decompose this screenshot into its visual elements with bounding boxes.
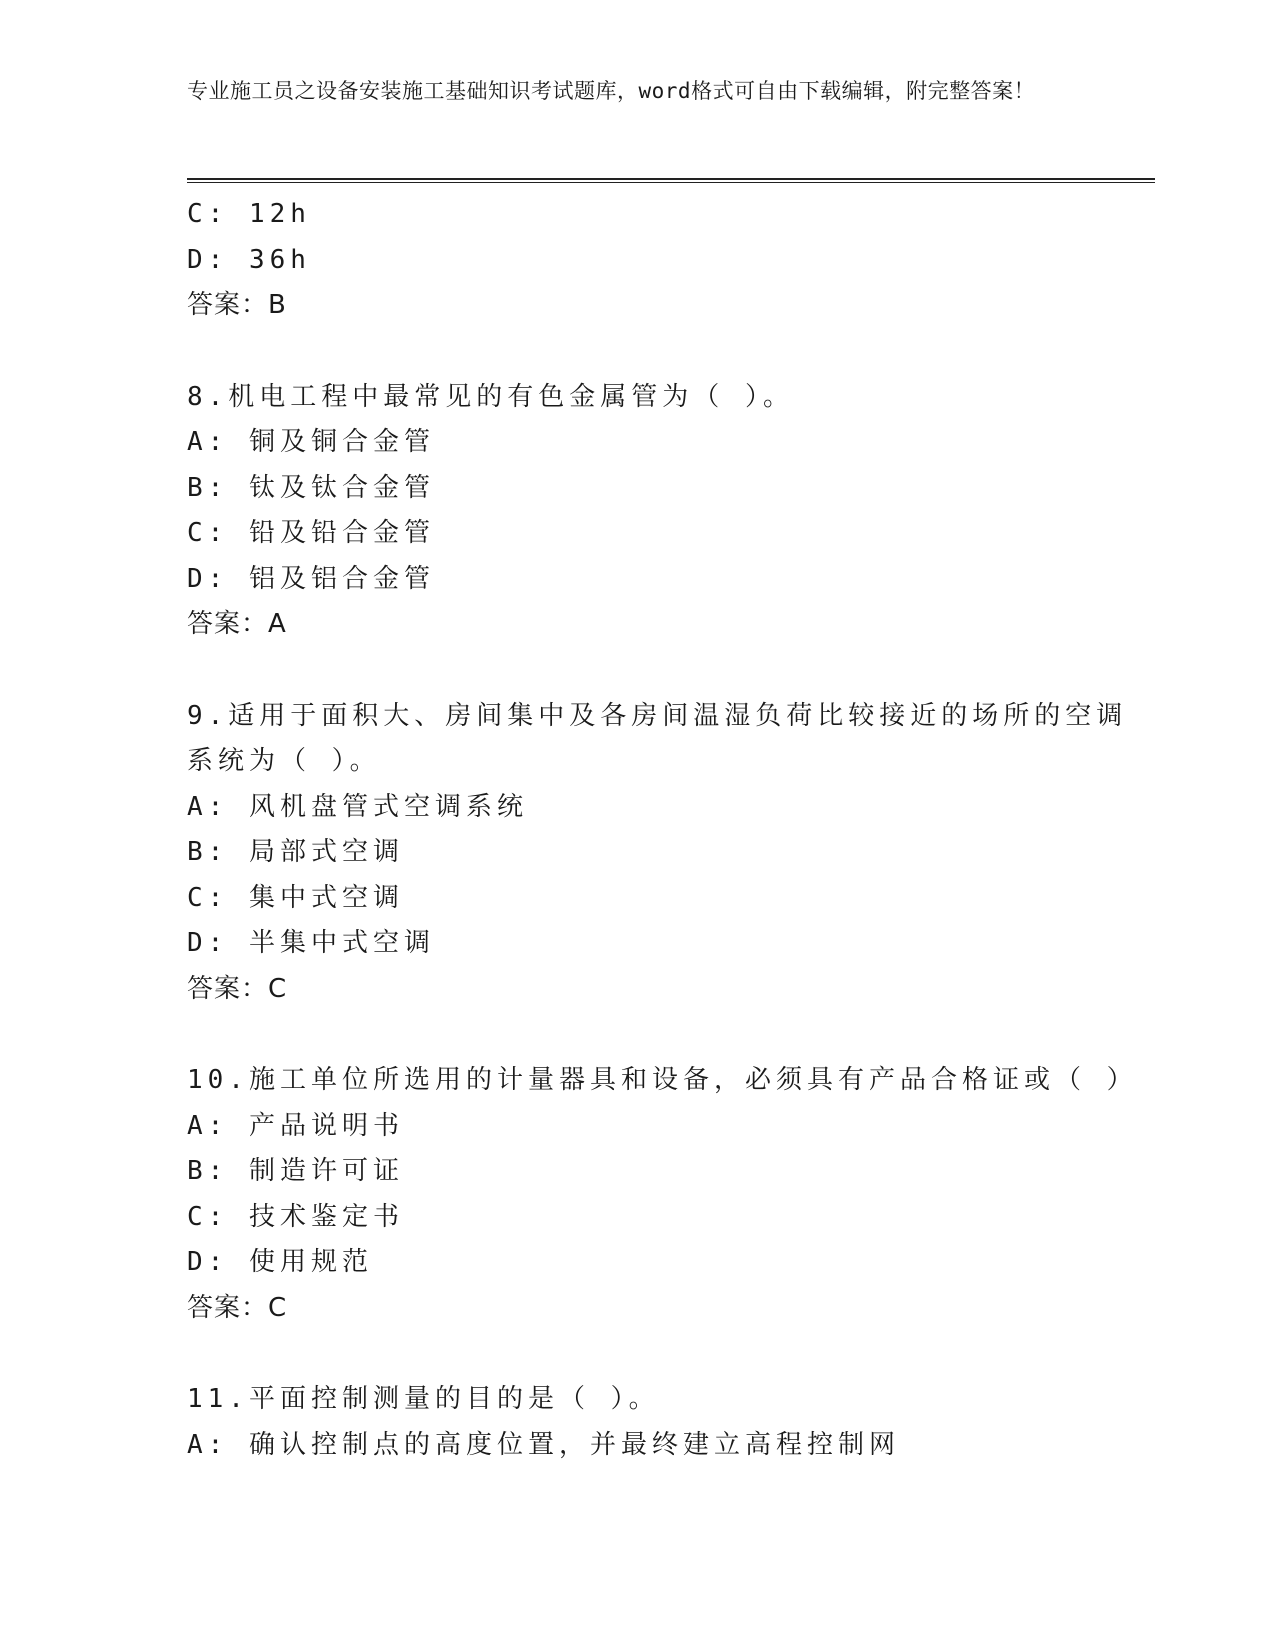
answer-line: 答案：C — [187, 973, 288, 1004]
option-d: D: 使用规范 — [187, 1247, 373, 1277]
option-b: B: 局部式空调 — [187, 837, 404, 867]
question-stem: 10.施工单位所选用的计量器具和设备，必须具有产品合格证或（ ） — [187, 1065, 1138, 1095]
option-c: C: 12h — [187, 199, 311, 229]
question-block — [187, 694, 1128, 1013]
question-block-continued — [187, 192, 1067, 329]
question-block — [187, 375, 1067, 648]
option-b: B: 制造许可证 — [187, 1156, 404, 1186]
option-a: A: 产品说明书 — [187, 1110, 404, 1141]
question-stem: 8.机电工程中最常见的有色金属管为（ ）。 — [187, 381, 794, 412]
option-a: A: 确认控制点的高度位置，并最终建立高程控制网 — [187, 1429, 900, 1460]
spacer — [187, 329, 1067, 375]
option-d: D: 半集中式空调 — [187, 928, 435, 958]
question-block — [187, 1058, 1138, 1331]
question-block — [187, 1377, 1067, 1468]
spacer — [187, 1331, 1067, 1377]
option-d: D: 铝及铝合金管 — [187, 563, 435, 594]
option-d: D: 36h — [187, 244, 311, 275]
question-stem-line-1: 9.适用于面积大、房间集中及各房间温湿负荷比较接近的场所的空调 — [187, 700, 1128, 731]
option-b: B: 钛及钛合金管 — [187, 472, 435, 503]
option-a: A: 铜及铜合金管 — [187, 427, 435, 457]
document-header — [187, 76, 1067, 107]
answer-line: 答案：C — [187, 1292, 288, 1323]
option-c: C: 技术鉴定书 — [187, 1201, 404, 1232]
question-stem: 11.平面控制测量的目的是（ ）。 — [187, 1384, 660, 1414]
question-list — [187, 192, 1138, 1468]
option-c: C: 集中式空调 — [187, 882, 404, 913]
header-rule-thick — [187, 178, 1155, 180]
option-a: A: 风机盘管式空调系统 — [187, 791, 528, 822]
answer-line: 答案：B — [187, 290, 287, 320]
spacer — [187, 648, 1067, 694]
spacer — [187, 1012, 1067, 1058]
question-stem-line-2: 系统为（ ）。 — [187, 746, 381, 776]
header-rule-thin — [187, 182, 1155, 183]
option-c: C: 铅及铅合金管 — [187, 518, 435, 548]
header-text: 专业施工员之设备安装施工基础知识考试题库，word格式可自由下载编辑，附完整答案！ — [187, 79, 1036, 103]
answer-line: 答案：A — [187, 609, 287, 639]
